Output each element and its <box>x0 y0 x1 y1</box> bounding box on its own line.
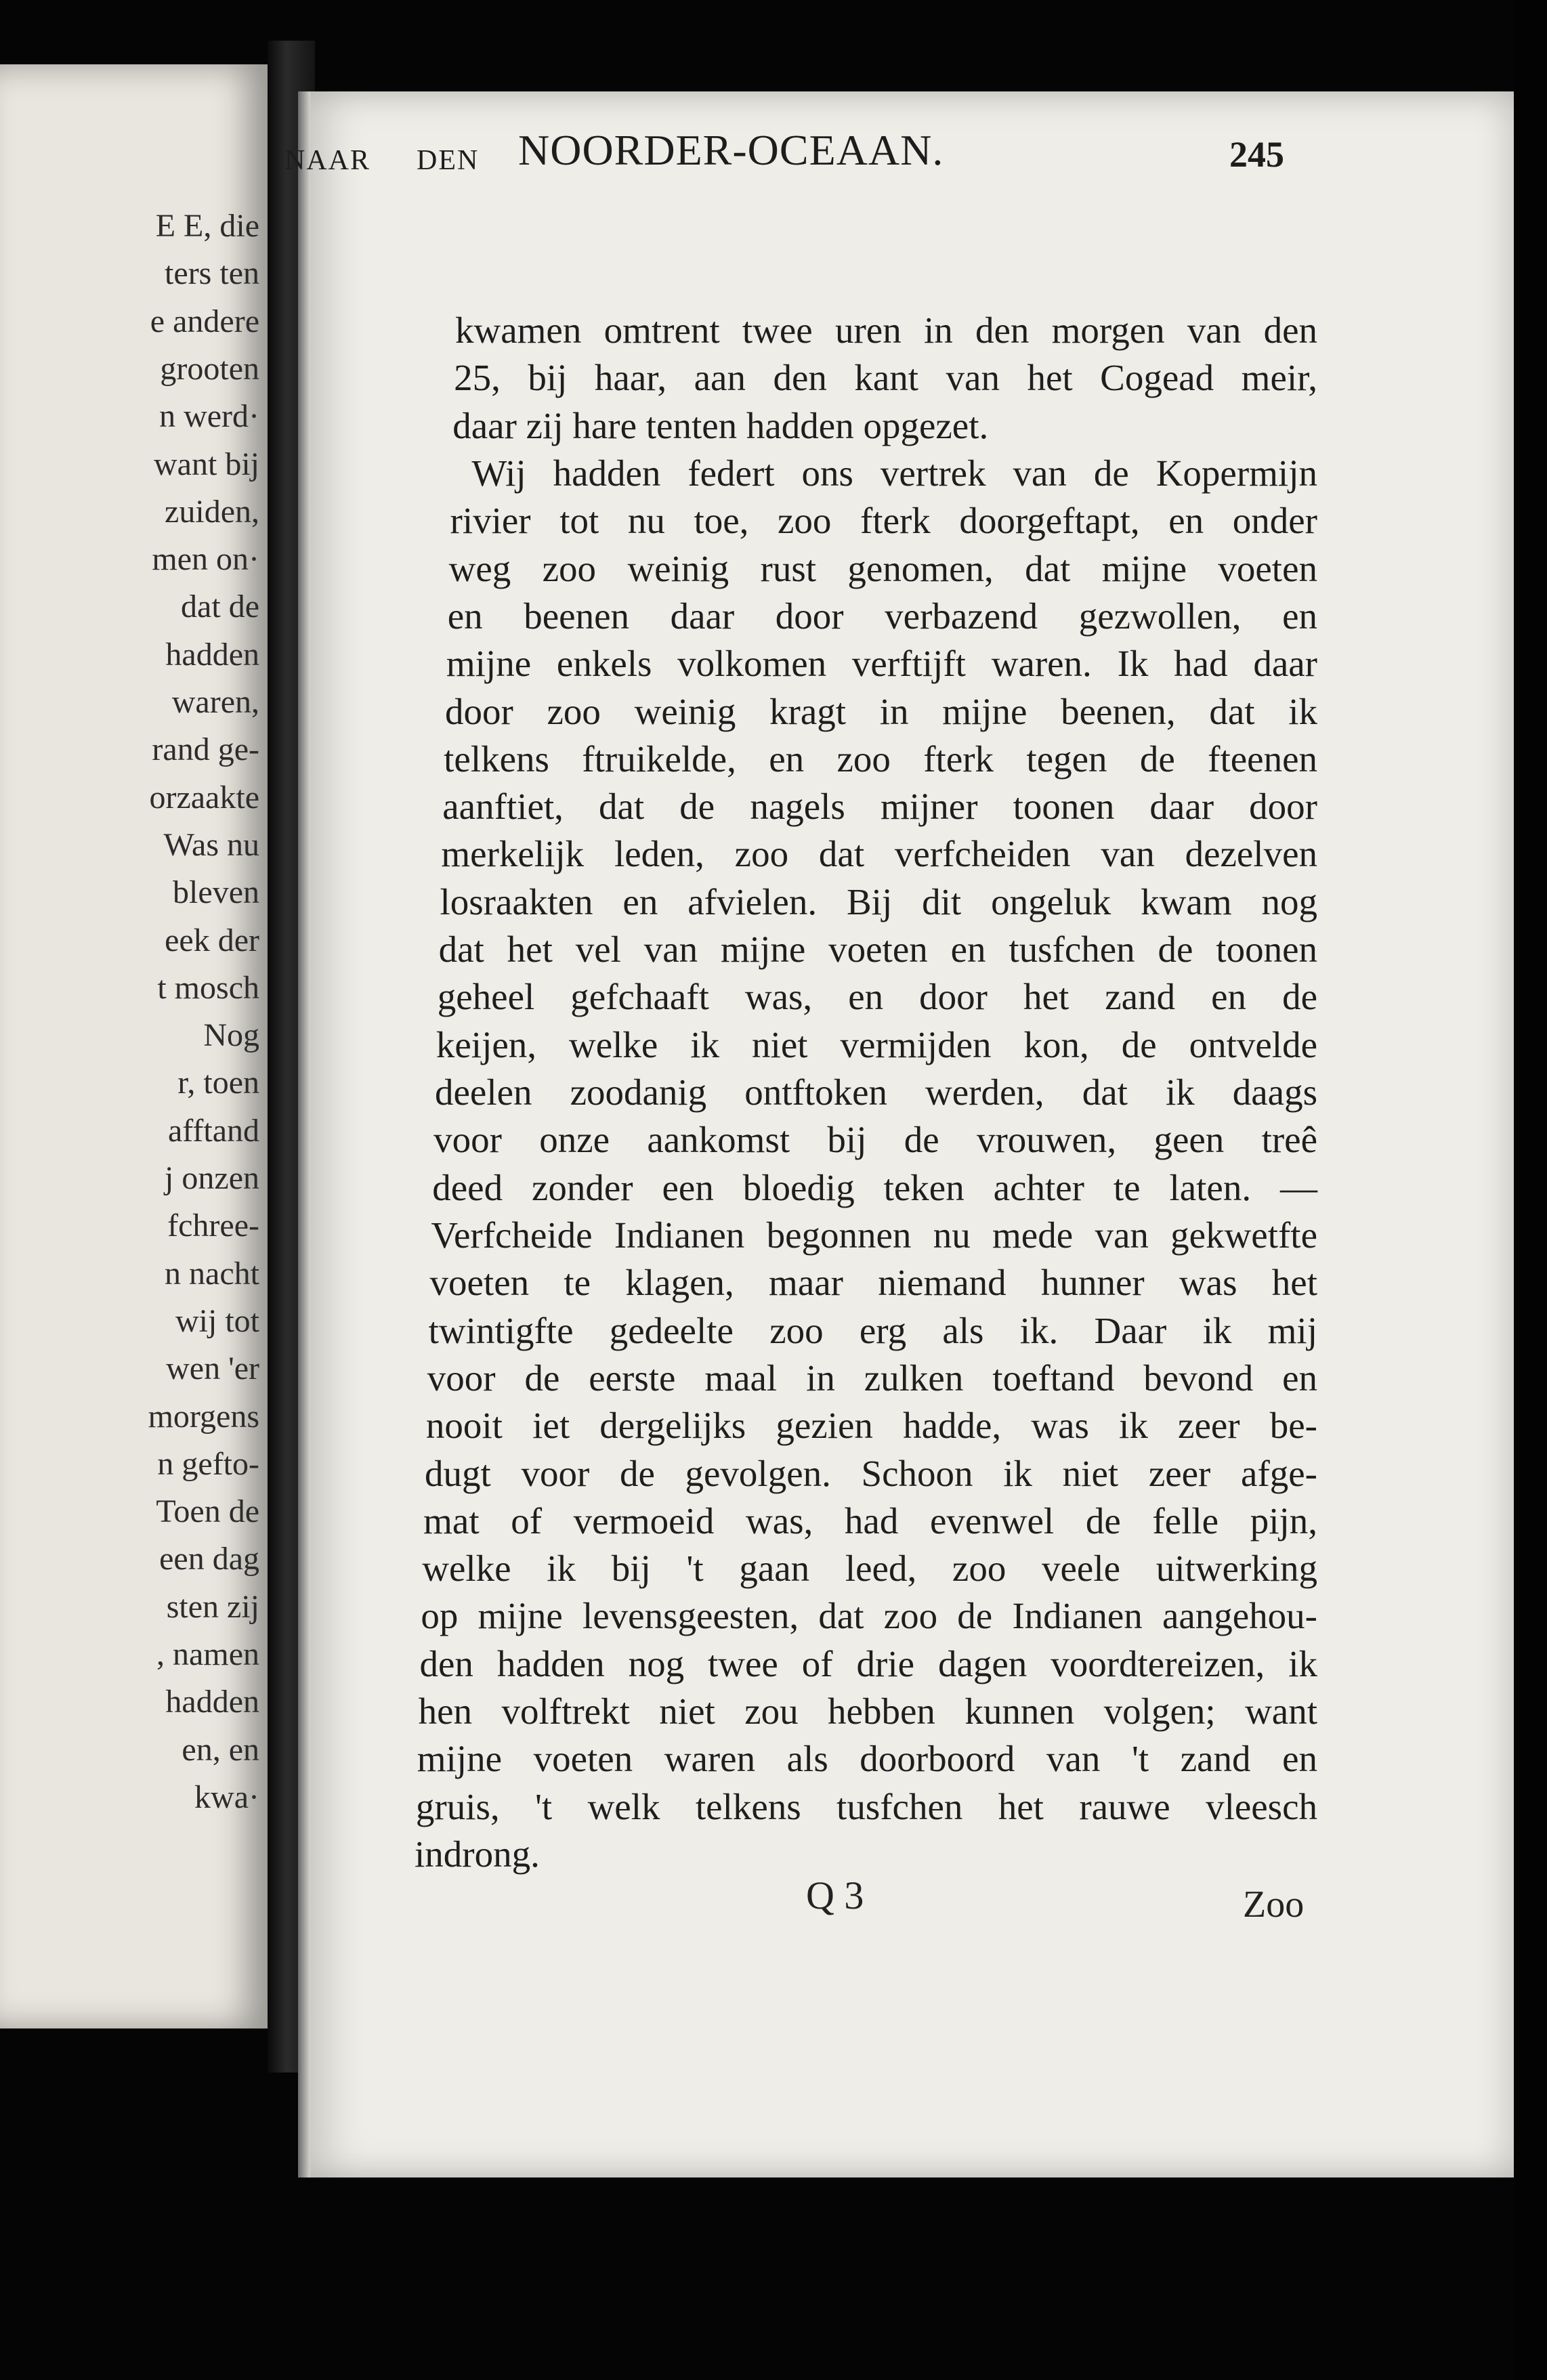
facing-page-line: hadden <box>165 636 259 673</box>
text-line: daar zij hare tenten hadden opgezet. <box>452 404 989 446</box>
text-line: nooit iet dergelijks gezien hadde, was ik zeer be- <box>425 1405 1317 1447</box>
facing-page-line: een dag <box>159 1541 259 1577</box>
facing-page-line: dat de <box>181 589 259 625</box>
facing-page-line: n nacht <box>165 1255 259 1292</box>
text-line: welke ik bij 't gaan leed, zoo veele uitwerking <box>422 1548 1317 1590</box>
facing-page-line: kwa· <box>194 1779 259 1815</box>
facing-page-line: t mosch <box>157 969 259 1006</box>
signature-mark: Q 3 <box>806 1873 864 1917</box>
running-head-word-2: DEN <box>417 145 480 176</box>
running-head-title: NOORDER-OCEAAN. <box>518 126 944 174</box>
text-line: en beenen daar door verbazend gezwollen, en <box>447 595 1317 637</box>
running-head-word-1: NAAR <box>284 145 371 176</box>
text-line: merkelijk leden, zoo dat verfcheiden van dezelven <box>441 833 1317 875</box>
scan-border <box>1514 0 1547 2380</box>
text-line: losraakten en afvielen. Bij dit ongeluk kwam nog <box>440 880 1317 922</box>
facing-page-line: afftand <box>167 1112 259 1149</box>
text-line: indrong. <box>415 1833 540 1875</box>
text-line: dat het vel van mijne voeten en tusfchen de toonen <box>438 929 1317 971</box>
facing-page-line: sten zij <box>166 1588 259 1625</box>
facing-page-line: en, en <box>182 1731 259 1768</box>
text-line: geheel gefchaaft was, en door het zand en de <box>437 976 1317 1018</box>
facing-page-line: n gefto- <box>157 1445 259 1482</box>
catchword: Zoo <box>1243 1884 1305 1926</box>
facing-page-line: men on· <box>152 541 259 578</box>
text-line: hen volftrekt niet zou hebben kunnen volgen; want <box>418 1691 1317 1733</box>
text-line: weg zoo weinig rust genomen, dat mijne voeten <box>448 547 1317 589</box>
facing-page-line: hadden <box>165 1684 259 1720</box>
text-line: 25, bij haar, aan den kant van het Cogead meir, <box>454 357 1317 399</box>
text-line: op mijne levensgeesten, dat zoo de Indianen aangehou- <box>421 1595 1317 1637</box>
facing-page-line: grooten <box>160 350 259 387</box>
facing-page-line: orzaakte <box>149 779 259 815</box>
facing-page-line: E E, die <box>155 208 259 244</box>
text-line: deed zonder een bloedig teken achter te laten. — <box>432 1166 1317 1208</box>
facing-page-line: wij tot <box>175 1302 259 1339</box>
text-line: mijne voeten waren als doorboord van 't zand en <box>417 1738 1317 1780</box>
facing-page-line: zuiden, <box>165 493 259 530</box>
text-line: gruis, 't welk telkens tusfchen het rauwe vleesch <box>415 1785 1317 1827</box>
text-line: mijne enkels volkomen verftijft waren. Ik had daar <box>446 643 1317 685</box>
text-line: voor de eerste maal in zulken toeftand bevond en <box>427 1357 1317 1399</box>
text-line: kwamen omtrent twee uren in den morgen van den <box>455 310 1317 351</box>
facing-page-line: j onzen <box>165 1160 259 1196</box>
facing-page-line: ters ten <box>165 255 259 292</box>
facing-page-line: n werd· <box>159 398 259 435</box>
facing-page-line: bleven <box>173 874 259 911</box>
text-line: Wij hadden federt ons vertrek van de Kopermijn <box>471 452 1317 494</box>
text-line: voor onze aankomst bij de vrouwen, geen treê <box>433 1119 1317 1161</box>
text-line: dugt voor de gevolgen. Schoon ik niet zeer afge- <box>425 1452 1317 1494</box>
text-line: door zoo weinig kragt in mijne beenen, dat ik <box>445 690 1317 732</box>
facing-page-line: Toen de <box>156 1493 259 1530</box>
text-line: Verfcheide Indianen begonnen nu mede van gekwetfte <box>431 1214 1317 1256</box>
facing-page-line: want bij <box>154 446 259 482</box>
facing-page-line: wen 'er <box>166 1351 259 1387</box>
text-line: twintigfte gedeelte zoo erg als ik. Daar ik mij <box>428 1309 1317 1351</box>
text-line: aanftiet, dat de nagels mijner toonen daar door <box>442 786 1317 828</box>
text-line: telkens ftruikelde, en zoo fterk tegen de fteenen <box>444 738 1317 780</box>
facing-page-line: Was nu <box>163 826 259 863</box>
facing-page-line: e andere <box>150 303 259 339</box>
facing-page-line: morgens <box>148 1398 259 1435</box>
facing-page-line: Nog <box>203 1017 259 1054</box>
text-line: deelen zoodanig ontftoken werden, dat ik daags <box>435 1071 1317 1113</box>
text-line: keijen, welke ik niet vermijden kon, de ontvelde <box>436 1023 1317 1065</box>
text-line: rivier tot nu toe, zoo fterk doorgeftapt, en onder <box>450 500 1317 542</box>
facing-page-line: , namen <box>156 1636 259 1672</box>
text-line: den hadden nog twee of drie dagen voordtereizen, ik <box>419 1642 1317 1684</box>
facing-page-line: rand ge- <box>152 731 259 768</box>
facing-page-line: r, toen <box>177 1065 259 1101</box>
text-line: mat of vermoeid was, had evenwel de felle pijn, <box>423 1500 1317 1542</box>
text-line: voeten te klagen, maar niemand hunner was het <box>429 1262 1317 1304</box>
facing-page-line: eek der <box>165 922 259 958</box>
page-number: 245 <box>1229 134 1284 175</box>
facing-page-line: waren, <box>171 684 259 720</box>
facing-page-line: fchree- <box>167 1208 259 1244</box>
